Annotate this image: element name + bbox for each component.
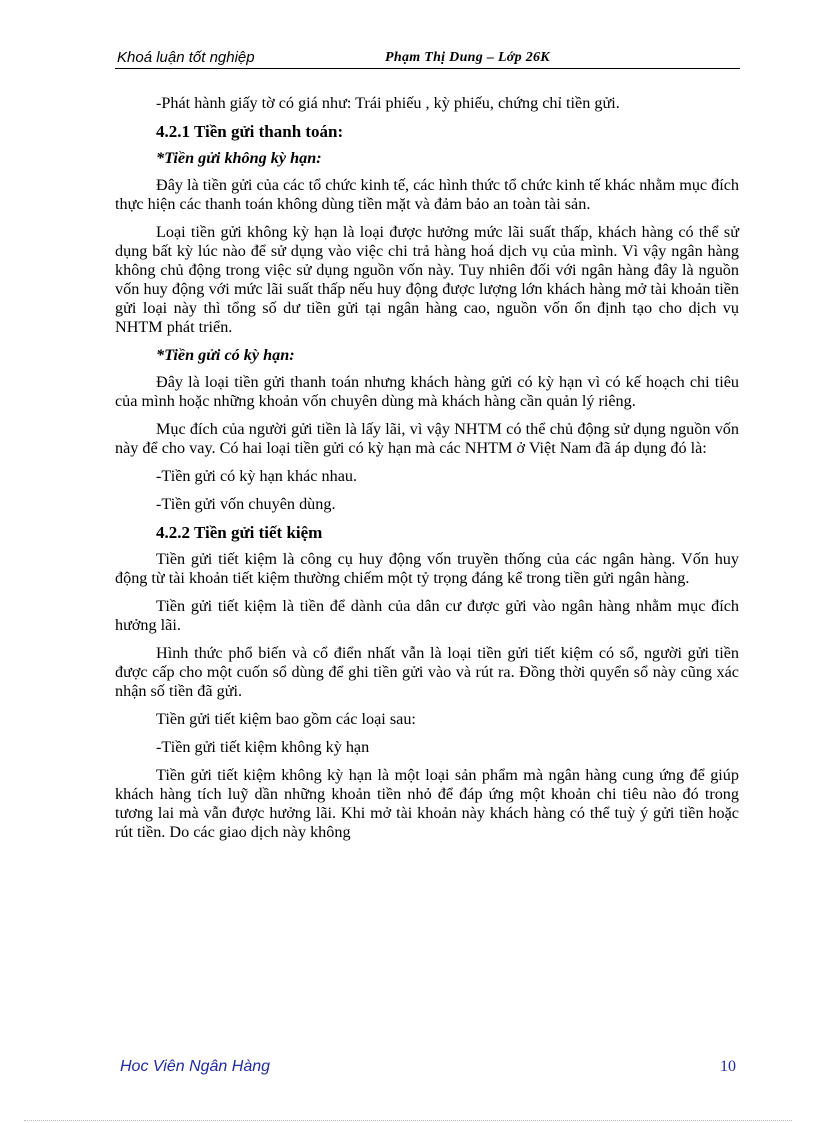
header-author: Phạm Thị Dung – Lớp 26K [385,50,550,65]
paragraph: Đây là loại tiền gửi thanh toán nhưng khách hàng gửi có kỳ hạn vì có kế hoạch chi tiêu của mình hoặc những khoản vốn chuyên dùng mà khách hàng cần quản lý riêng. [115,373,739,410]
paragraph: Tiền gửi tiết kiệm bao gồm các loại sau: [156,710,416,728]
section-heading: 4.2.2 Tiền gửi tiết kiệm [156,523,323,542]
list-item: -Tiền gửi có kỳ hạn khác nhau. [156,467,358,485]
footer-institution: Hoc Viên Ngân Hàng [120,1058,271,1075]
page-bottom-divider [24,1120,792,1121]
paragraph: Tiền gửi tiết kiệm không kỳ hạn là một loại sản phẩm mà ngân hàng cung ứng để giúp khách hàng tích luỹ dần những khoản tiền nhỏ để đáp ứng một khoản chi tiêu nào đó trong tương lai mà vẫn được hưởng lãi. Khi mở tài khoản này khách hàng có thể tuỳ ý gửi tiền hoặc rút tiền. Do các giao dịch này không [115,766,739,841]
list-item: -Tiền gửi tiết kiệm không kỳ hạn [156,738,370,756]
paragraph: -Phát hành giấy tờ có giá như: Trái phiếu , kỳ phiếu, chứng chỉ tiền gửi. [156,94,620,112]
paragraph: Tiền gửi tiết kiệm là tiền để dành của dân cư được gửi vào ngân hàng nhằm mục đích hưởng lãi. [115,597,739,634]
paragraph: Loại tiền gửi không kỳ hạn là loại được hưởng mức lãi suất thấp, khách hàng có thể sử dụng bất kỳ lúc nào để sử dụng vào việc chi trả hàng hoá dịch vụ của mình. Vì vậy ngân hàng không chủ động trong việc sử dụng nguồn vốn này. Tuy nhiên đối với ngân hàng đây là nguồn vốn huy động với mức lãi suất thấp nếu huy động được lượng lớn khách hàng mở tài khoản tiền gửi loại này thì tổng số dư tiền gửi tại ngân hàng cao, nguồn vốn ổn định tạo cho dịch vụ NHTM phát triển. [115,223,739,336]
paragraph: Hình thức phổ biến và cổ điển nhất vẫn là loại tiền gửi tiết kiệm có sổ, người gửi tiền được cấp cho một cuốn sổ dùng để ghi tiền gửi vào và rút ra. Đồng thời quyển sổ này cũng xác nhận số tiền đã gửi. [115,644,739,700]
paragraph: Đây là tiền gửi của các tổ chức kinh tế, các hình thức tổ chức kinh tế khác nhằm mục đích thực hiện các thanh toán không dùng tiền mặt và đảm bảo an toàn tài sản. [115,176,740,213]
document-body [115,94,739,842]
subsection-heading: *Tiền gửi không kỳ hạn: [156,149,322,167]
page-header [115,48,740,69]
paragraph: Mục đích của người gửi tiền là lấy lãi, vì vậy NHTM có thể chủ động sử dụng nguồn vốn này để cho vay. Có hai loại tiền gửi có kỳ hạn mà các NHTM ở Việt Nam đã áp dụng đó là: [115,420,739,457]
section-heading: 4.2.1 Tiền gửi thanh toán: [156,122,344,141]
list-item: -Tiền gửi vốn chuyên dùng. [156,495,336,513]
header-title: Khoá luận tốt nghiệp [117,49,255,66]
subsection-heading: *Tiền gửi có kỳ hạn: [156,346,295,364]
page-number: 10 [720,1058,736,1075]
paragraph: Tiền gửi tiết kiệm là công cụ huy động vốn truyền thống của các ngân hàng. Vốn huy động từ tài khoản tiết kiệm thường chiếm một tỷ trọng đáng kể trong tiền gửi ngân hàng. [115,550,739,587]
